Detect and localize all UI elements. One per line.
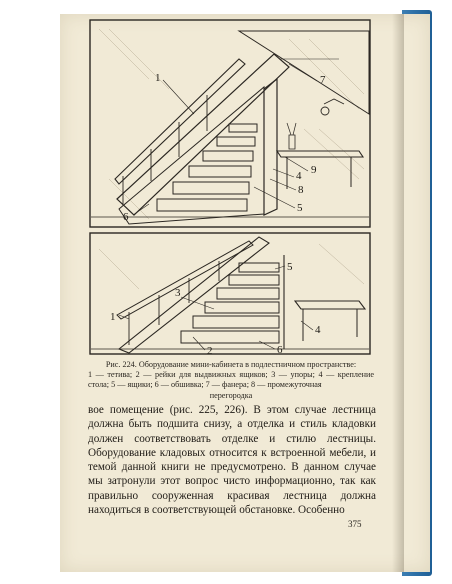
handrail bbox=[115, 59, 245, 184]
partition bbox=[264, 79, 277, 215]
body-paragraph bbox=[88, 403, 376, 517]
top-label-1: 1 bbox=[155, 72, 161, 84]
top-label-7: 7 bbox=[320, 74, 326, 86]
caption-title: Рис. 224. Оборудование мини-кабинета в подлестничном пространстве: bbox=[105, 360, 357, 369]
bottom-label-5: 5 bbox=[287, 261, 293, 273]
plywood-ceiling bbox=[239, 31, 369, 114]
bottom-stringer bbox=[119, 237, 269, 353]
figure-224-illustration bbox=[89, 19, 371, 358]
bottom-handrail bbox=[117, 241, 253, 319]
bottom-label-6: 6 bbox=[277, 344, 283, 356]
top-label-6: 6 bbox=[123, 211, 129, 223]
bottom-label-1: 1 bbox=[110, 311, 116, 323]
bottom-label-3: 3 bbox=[175, 287, 181, 299]
bottom-drawers bbox=[181, 263, 279, 343]
caption-legend-end: перегородка bbox=[209, 390, 253, 400]
top-label-8: 8 bbox=[298, 184, 304, 196]
page-number: 375 bbox=[348, 519, 362, 529]
balusters bbox=[123, 95, 207, 204]
stringer bbox=[117, 54, 289, 215]
figure-caption bbox=[88, 360, 374, 401]
top-label-5: 5 bbox=[297, 202, 303, 214]
top-label-4: 4 bbox=[296, 170, 302, 182]
bottom-desk bbox=[295, 301, 365, 309]
bottom-label-2: 2 bbox=[207, 345, 213, 357]
drawers bbox=[157, 124, 257, 211]
gutter-shadow bbox=[392, 14, 404, 572]
top-label-9: 9 bbox=[311, 164, 317, 176]
lamp bbox=[324, 99, 344, 104]
pen-cup bbox=[289, 135, 295, 149]
desk-top bbox=[277, 151, 363, 157]
top-panel bbox=[90, 20, 370, 227]
stair-underside bbox=[119, 87, 264, 224]
bottom-label-4: 4 bbox=[315, 324, 321, 336]
staircase-drawing bbox=[89, 19, 371, 358]
caption-legend: 1 — тетива; 2 — рейки для выдвижных ящиков; 3 — упоры; 4 — крепление стола; 5 — ящики; 6 — обшивка; 7 — фанера; 8 — промежуточная bbox=[88, 370, 374, 390]
bottom-panel bbox=[90, 233, 370, 354]
body-text: вое помещение (рис. 225, 226). В этом случае лестница должна быть подшита снизу, а отделка и стиль кладовки должен соответствовать отделке и стилю лестницы. Оборудование кладовых относится к встроенной мебели, и темой данной книги не предусмотрено. В данном случае мы затронули этот вопрос чисто информационно, так как правильно сооруженная красивая лестница должна находиться в соответствующей обстановке. Особенно bbox=[88, 404, 376, 517]
